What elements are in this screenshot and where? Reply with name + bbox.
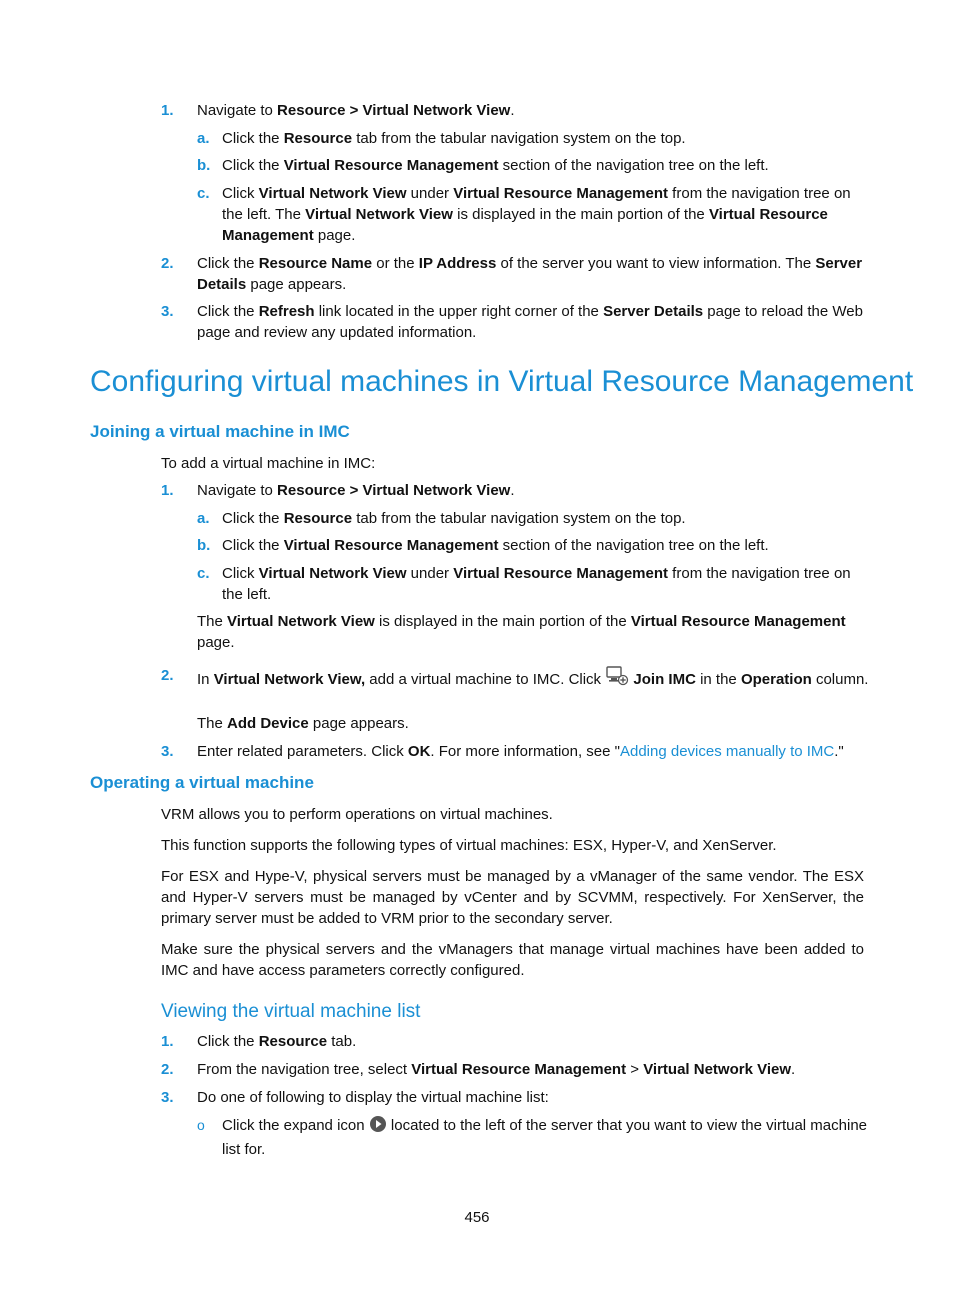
step-text: Click the Resource Name or the IP Address of the server you want to view information. The Server Details page appears. (197, 255, 863, 293)
paragraph: This function supports the following types of virtual machines: ESX, Hyper-V, and XenServer. (161, 837, 777, 854)
subsection-heading: Joining a virtual machine in IMC (90, 422, 350, 441)
substep-text: Click Virtual Network View under Virtual Resource Management from the navigation tree on the left. The Virtual Network View is displayed in the main portion of the Virtual Resource Management page. (222, 185, 851, 244)
step-number: 2. (161, 667, 174, 684)
section-heading: Configuring virtual machines in Virtual Resource Management (90, 365, 914, 398)
paragraph: To add a virtual machine in IMC: (161, 455, 376, 472)
substep-text: Click the Virtual Resource Management section of the navigation tree on the left. (222, 157, 769, 174)
substep-letter: b. (197, 537, 211, 554)
step-text: In Virtual Network View, add a virtual machine to IMC. Click Join IMC in the Operation column. (197, 665, 869, 693)
join-imc-icon (605, 665, 629, 693)
page-number: 456 (464, 1209, 490, 1226)
substep-letter: c. (197, 185, 210, 202)
subsection-heading: Operating a virtual machine (90, 773, 314, 792)
step-number: 2. (161, 1061, 174, 1078)
step-number: 3. (161, 743, 174, 760)
step-number: 1. (161, 102, 174, 119)
paragraph: Make sure the physical servers and the vManagers that manage virtual machines have been added to IMC and have access parameters correctly configured. (161, 941, 864, 979)
substep-text: Click the Resource tab from the tabular navigation system on the top. (222, 130, 686, 147)
step-text: From the navigation tree, select Virtual Resource Management > Virtual Network View. (197, 1061, 796, 1078)
step-text: Click the Resource tab. (197, 1033, 357, 1050)
bullet-marker: o (197, 1117, 205, 1133)
substep-letter: c. (197, 565, 210, 582)
substep-letter: b. (197, 157, 211, 174)
step-number: 2. (161, 255, 174, 272)
step-number: 3. (161, 1089, 174, 1106)
paragraph: VRM allows you to perform operations on virtual machines. (161, 806, 553, 823)
step-number: 1. (161, 1033, 174, 1050)
note-text: The Add Device page appears. (197, 715, 409, 732)
step-text: Enter related parameters. Click OK. For more information, see "Adding devices manually to IMC." (197, 743, 844, 760)
adding-devices-link[interactable]: Adding devices manually to IMC (619, 743, 835, 760)
paragraph: For ESX and Hype-V, physical servers must be managed by a vManager of the same vendor. The ESX and Hyper-V servers must be managed by vCenter and by SCVMM, respectively. For XenServer, the primary server must be added to VRM prior to the secondary server. (161, 868, 864, 927)
step-text: Navigate to Resource > Virtual Network View. (197, 482, 515, 499)
substep-text: Click the Resource tab from the tabular navigation system on the top. (222, 510, 686, 527)
step-text: Click the Refresh link located in the upper right corner of the Server Details page to reload the Web page and review any updated information. (197, 303, 863, 341)
bullet-text: Click the expand icon located to the left of the server that you want to view the virtual machine list for. (222, 1117, 868, 1158)
substep-letter: a. (197, 510, 210, 527)
substep-text: Click Virtual Network View under Virtual Resource Management from the navigation tree on the left. (222, 565, 851, 603)
expand-icon (369, 1115, 387, 1139)
step-number: 1. (161, 482, 174, 499)
substep-letter: a. (197, 130, 210, 147)
subsubsection-heading: Viewing the virtual machine list (161, 1001, 421, 1022)
substep-text: Click the Virtual Resource Management section of the navigation tree on the left. (222, 537, 769, 554)
step-text: Do one of following to display the virtual machine list: (197, 1089, 549, 1106)
note-text: The Virtual Network View is displayed in the main portion of the Virtual Resource Management page. (197, 613, 846, 651)
step-text: Navigate to Resource > Virtual Network View. (197, 102, 515, 119)
step-number: 3. (161, 303, 174, 320)
